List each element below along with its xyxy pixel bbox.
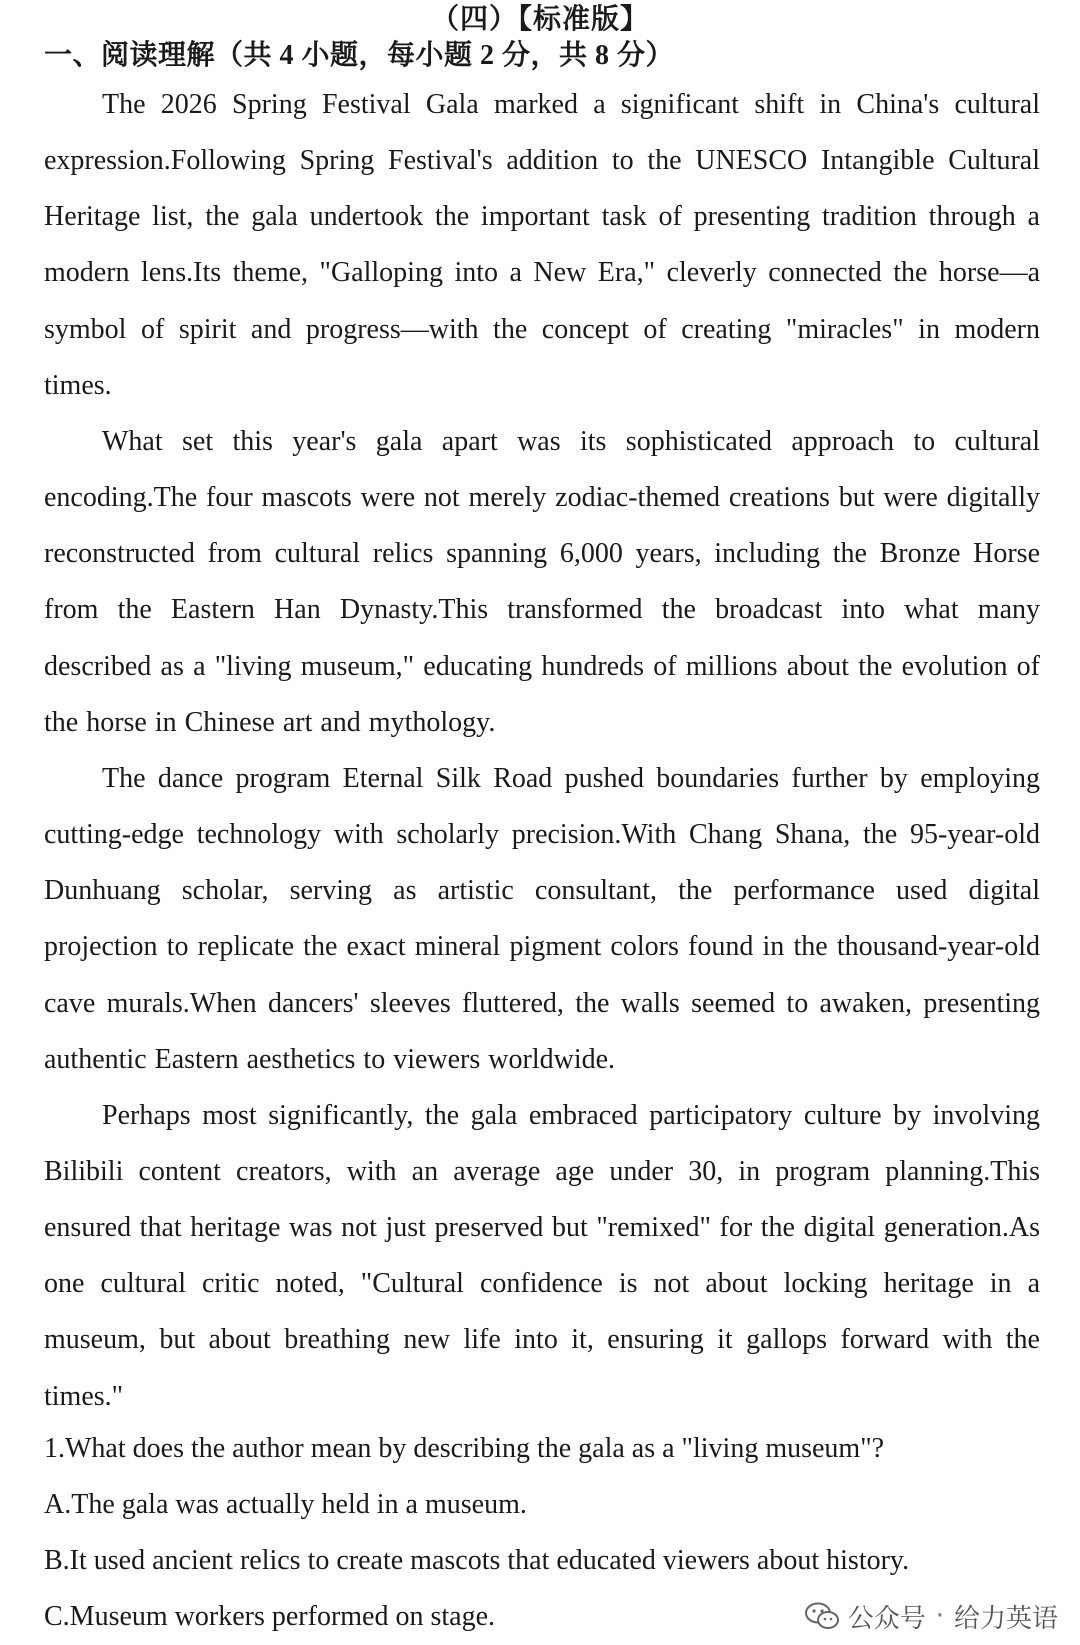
passage-paragraph-3: The dance program Eternal Silk Road pushed boundaries further by employing cutting-edge technology with scholarly precision.With Chang Shana, the 95-year-old Dunhuang scholar, serving as artistic consultant, the performance used digital projection to replicate the exact mineral pigment colors found in the thousand-year-old cave murals.When dancers' sleeves fluttered, the walls seemed to awaken, presenting authentic Eastern aesthetics to viewers worldwide.: [44, 762, 1040, 1075]
question-stem: 1.What does the author mean by describing the gala as a "living museum"?: [44, 1433, 885, 1464]
section-heading: 一、阅读理解（共 4 小题，每小题 2 分，共 8 分）: [44, 40, 675, 71]
passage-paragraph-4: Perhaps most significantly, the gala embraced participatory culture by involving Bilibili content creators, with an average age under 30, in program planning.This ensured that heritage was not just preserved but "remixed" for the digital generation.As one cultural critic noted, "Cultural confidence is not about locking heritage in a museum, but about breathing new life into it, ensuring it gallops forward with the times.": [44, 1099, 1040, 1412]
option-b: B.It used ancient relics to create mascots that educated viewers about history.: [44, 1545, 910, 1576]
passage-paragraph-2: What set this year's gala apart was its sophisticated approach to cultural encoding.The four mascots were not merely zodiac-themed creations but were digitally reconstructed from cultural relics spanning 6,000 years, including the Bronze Horse from the Eastern Han Dynasty.This transformed the broadcast into what many described as a "living museum," educating hundreds of millions about the evolution of the horse in Chinese art and mythology.: [44, 425, 1040, 738]
watermark: [798, 1596, 1058, 1636]
watermark-account-type: 公众号: [847, 1603, 926, 1634]
option-c: C.Museum workers performed on stage.: [44, 1601, 496, 1632]
watermark-separator: ·: [935, 1601, 944, 1631]
reading-passage: [44, 77, 1040, 1425]
wechat-icon: [804, 1602, 840, 1630]
passage-paragraph-1: The 2026 Spring Festival Gala marked a significant shift in China's cultural expression.Following Spring Festival's addition to the UNESCO Intangible Cultural Heritage list, the gala undertook the important task of presenting tradition through a modern lens.Its theme, "Galloping into a New Era," cleverly connected the horse—a symbol of spirit and progress—with the concept of creating "miracles" in modern times.: [44, 89, 1040, 401]
page-title: （四）【标准版】: [430, 4, 649, 35]
option-a: A.The gala was actually held in a museum.: [44, 1489, 527, 1520]
watermark-account-name: 给力英语: [953, 1603, 1058, 1634]
